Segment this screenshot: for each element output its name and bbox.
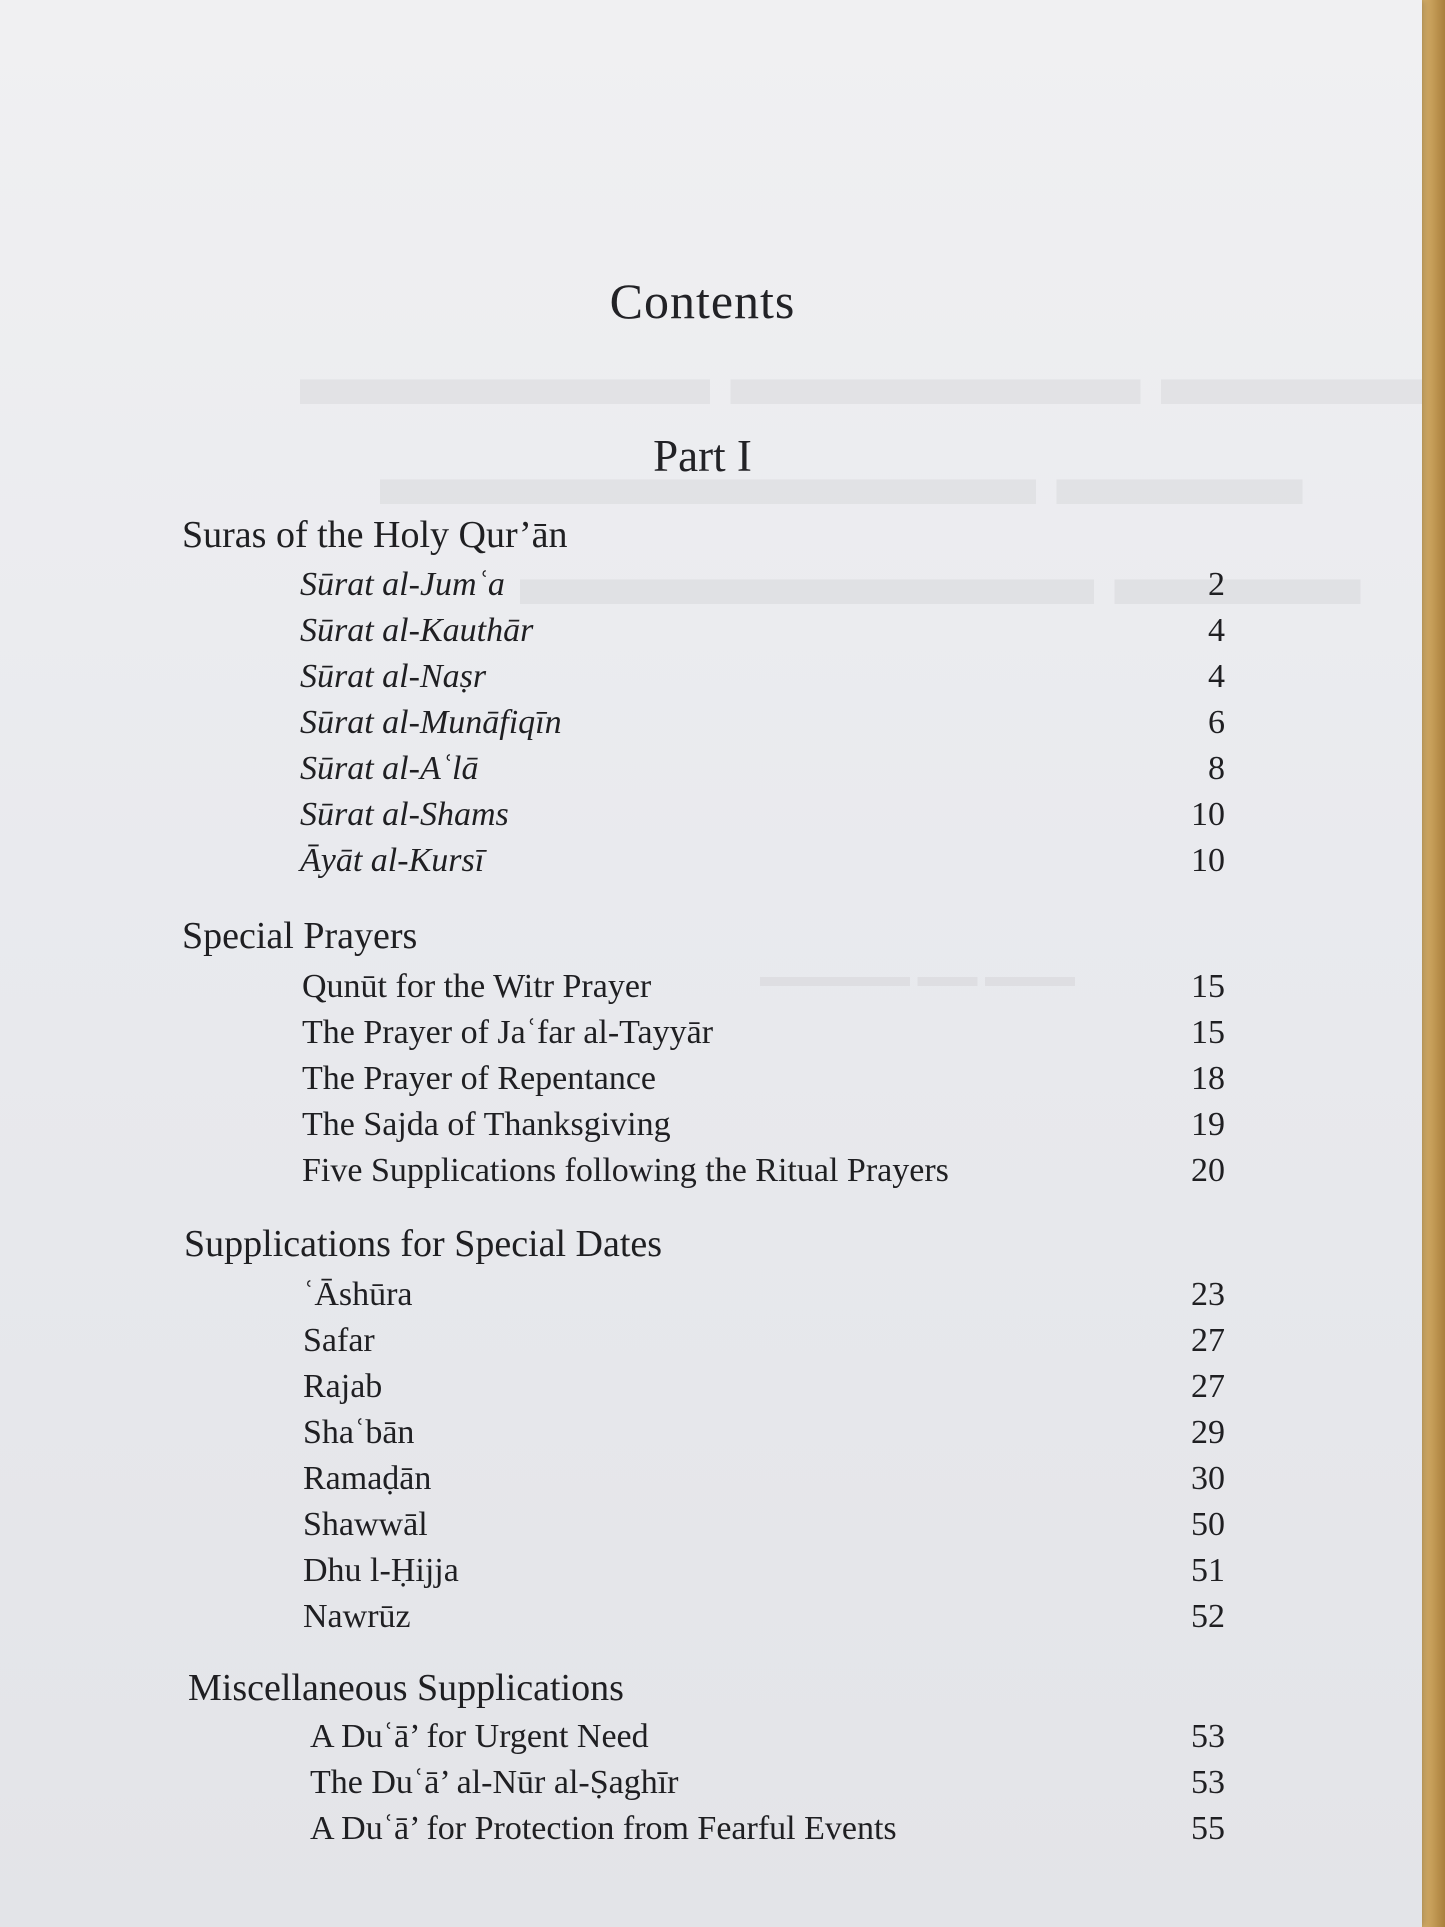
toc-entry-title: ʿĀshūra bbox=[303, 1276, 413, 1313]
toc-entry bbox=[0, 968, 1225, 1014]
toc-entry-page: 15 bbox=[1191, 1014, 1225, 1051]
toc-entry bbox=[0, 1322, 1225, 1368]
toc-entry-title: Rajab bbox=[303, 1368, 383, 1405]
toc-entry-page: 27 bbox=[1191, 1368, 1225, 1405]
toc-entry-page: 53 bbox=[1191, 1718, 1225, 1755]
toc-entry-title: The Prayer of Repentance bbox=[302, 1060, 656, 1097]
toc-entry-page: 20 bbox=[1191, 1152, 1225, 1189]
toc-entry bbox=[0, 704, 1225, 750]
toc-entry bbox=[0, 1152, 1225, 1198]
toc-entry-title: Shaʿbān bbox=[303, 1414, 415, 1451]
toc-entry bbox=[0, 1368, 1225, 1414]
toc-entry-title: Five Supplications following the Ritual Prayers bbox=[302, 1152, 949, 1189]
toc-entry-title: The Prayer of Jaʿfar al-Tayyār bbox=[302, 1014, 714, 1051]
toc-entry-title: Sūrat al-Kauthār bbox=[300, 612, 534, 649]
toc-entry-page: 15 bbox=[1191, 968, 1225, 1005]
toc-entry bbox=[0, 1764, 1225, 1810]
toc-entry bbox=[0, 1060, 1225, 1106]
toc-entry-title: Ramaḍān bbox=[303, 1460, 432, 1497]
toc-entry-title: Sūrat al-Munāfiqīn bbox=[300, 704, 562, 741]
toc-entry-title: Sūrat al-Shams bbox=[300, 796, 509, 833]
toc-entry-page: 10 bbox=[1191, 796, 1225, 833]
toc-entry-page: 51 bbox=[1191, 1552, 1225, 1589]
toc-entry bbox=[0, 658, 1225, 704]
toc-entry bbox=[0, 1506, 1225, 1552]
toc-entry-title: The Sajda of Thanksgiving bbox=[302, 1106, 671, 1143]
toc-entry-page: 10 bbox=[1191, 842, 1225, 879]
toc-entry-title: Shawwāl bbox=[303, 1506, 428, 1543]
part-heading: Part I bbox=[653, 431, 752, 481]
toc-entry-title: Safar bbox=[303, 1322, 375, 1359]
toc-entry bbox=[0, 1718, 1225, 1764]
toc-entry-title: A Duʿā’ for Protection from Fearful Events bbox=[310, 1810, 897, 1847]
toc-entry bbox=[0, 1106, 1225, 1152]
toc-entry-title: Sūrat al-Aʿlā bbox=[300, 750, 479, 787]
toc-entry bbox=[0, 1414, 1225, 1460]
toc-entry bbox=[0, 750, 1225, 796]
toc-entry bbox=[0, 1276, 1225, 1322]
toc-entry-page: 4 bbox=[1208, 658, 1225, 695]
toc-entry bbox=[0, 566, 1225, 612]
section-heading-miscellaneous: Miscellaneous Supplications bbox=[188, 1667, 624, 1709]
section-heading-suras: Suras of the Holy Qur’ān bbox=[182, 514, 568, 556]
toc-entry-page: 27 bbox=[1191, 1322, 1225, 1359]
toc-entry-title: Sūrat al-Naṣr bbox=[300, 658, 487, 695]
toc-entry-title: Sūrat al-Jumʿa bbox=[300, 566, 505, 603]
toc-entry-page: 4 bbox=[1208, 612, 1225, 649]
toc-entry-page: 18 bbox=[1191, 1060, 1225, 1097]
toc-entry-title: Dhu l-Ḥijja bbox=[303, 1552, 459, 1589]
toc-entry bbox=[0, 1598, 1225, 1644]
toc-entry bbox=[0, 1810, 1225, 1856]
toc-entry-page: 8 bbox=[1208, 750, 1225, 787]
toc-entry-page: 30 bbox=[1191, 1460, 1225, 1497]
toc-entry-title: Āyāt al-Kursī bbox=[300, 842, 485, 879]
toc-entry-page: 2 bbox=[1208, 566, 1225, 603]
toc-entry-page: 23 bbox=[1191, 1276, 1225, 1313]
toc-entry-page: 55 bbox=[1191, 1810, 1225, 1847]
section-heading-special-dates: Supplications for Special Dates bbox=[184, 1223, 663, 1265]
toc-entry bbox=[0, 612, 1225, 658]
toc-entry bbox=[0, 796, 1225, 842]
toc-entry-page: 52 bbox=[1191, 1598, 1225, 1635]
toc-entry-title: Qunūt for the Witr Prayer bbox=[302, 968, 652, 1005]
toc-entry bbox=[0, 1460, 1225, 1506]
toc-entry-title: The Duʿā’ al-Nūr al-Ṣaghīr bbox=[310, 1764, 679, 1801]
toc-entry-page: 19 bbox=[1191, 1106, 1225, 1143]
toc-entry bbox=[0, 842, 1225, 888]
toc-entry-page: 53 bbox=[1191, 1764, 1225, 1801]
toc-entry-page: 50 bbox=[1191, 1506, 1225, 1543]
toc-entry bbox=[0, 1014, 1225, 1060]
toc-entry-page: 6 bbox=[1208, 704, 1225, 741]
toc-entry-page: 29 bbox=[1191, 1414, 1225, 1451]
toc-entry bbox=[0, 1552, 1225, 1598]
toc-entry-title: A Duʿā’ for Urgent Need bbox=[310, 1718, 649, 1755]
page-title: Contents bbox=[609, 273, 796, 329]
toc-entry-title: Nawrūz bbox=[303, 1598, 411, 1635]
section-heading-special-prayers: Special Prayers bbox=[182, 915, 418, 957]
